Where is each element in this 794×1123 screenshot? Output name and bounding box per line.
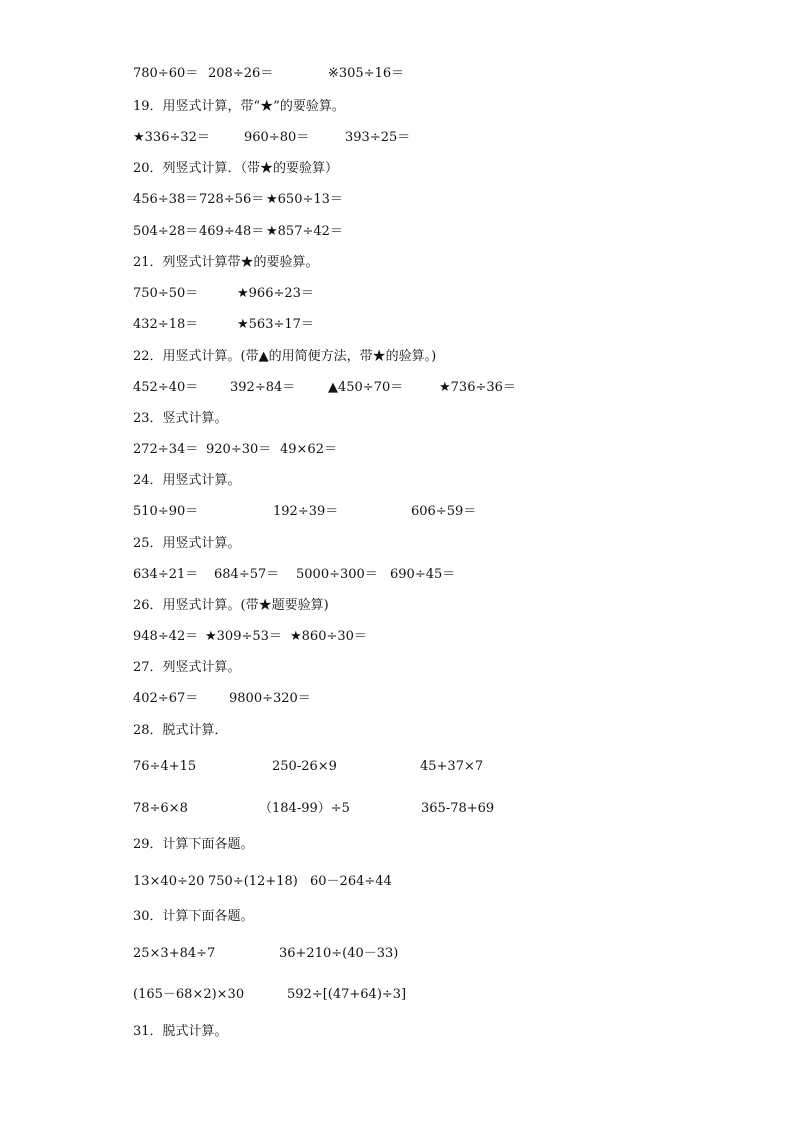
math-expression: 76÷4+15 <box>133 759 197 774</box>
expression-row <box>0 687 794 711</box>
math-expression: （184-99）÷5 <box>259 801 350 816</box>
question-heading-row <box>0 719 794 743</box>
math-expression: ※305÷16＝ <box>328 66 405 81</box>
math-expression: 750÷(12+18) <box>208 874 298 889</box>
question-heading: 30．计算下面各题。 <box>133 909 254 924</box>
math-expression: 948÷42＝ <box>133 629 199 644</box>
math-expression: 750÷50＝ <box>133 286 199 301</box>
question-heading-row <box>0 1020 794 1044</box>
math-expression: 49×62＝ <box>280 442 337 457</box>
expression-row <box>0 438 794 462</box>
math-expression: (165－68×2)×30 <box>133 987 245 1002</box>
expression-row <box>0 376 794 400</box>
question-heading-row <box>0 469 794 493</box>
expression-row <box>0 870 794 894</box>
math-expression: 456÷38＝ <box>133 192 199 207</box>
math-expression: 45+37×7 <box>420 759 484 774</box>
question-heading-row <box>0 532 794 556</box>
question-heading-row <box>0 157 794 181</box>
question-heading: 22．用竖式计算。(带▲的用简便方法，带★的验算。) <box>133 349 437 364</box>
question-heading: 25．用竖式计算。 <box>133 536 241 551</box>
math-expression: 393÷25＝ <box>345 130 411 145</box>
math-expression: 960÷80＝ <box>244 130 310 145</box>
math-expression: ▲450÷70＝ <box>328 380 404 395</box>
expression-row <box>0 563 794 587</box>
expression-row <box>0 188 794 212</box>
math-expression: 13×40÷20 <box>133 874 205 889</box>
math-expression: ★736÷36＝ <box>439 380 516 395</box>
question-heading-row <box>0 656 794 680</box>
question-heading: 23．竖式计算。 <box>133 411 228 426</box>
math-expression: 592÷[(47+64)÷3] <box>287 987 407 1002</box>
expression-row <box>0 282 794 306</box>
question-heading: 28．脱式计算． <box>133 723 228 738</box>
expression-row <box>0 500 794 524</box>
question-heading: 29．计算下面各题。 <box>133 837 254 852</box>
math-expression: 684÷57＝ <box>214 567 280 582</box>
expression-row <box>0 755 794 779</box>
math-expression: 728÷56＝ <box>199 192 265 207</box>
math-expression: 504÷28＝ <box>133 224 199 239</box>
question-heading-row <box>0 905 794 929</box>
question-heading: 24．用竖式计算。 <box>133 473 241 488</box>
math-expression: 510÷90＝ <box>133 504 199 519</box>
math-expression: 250-26×9 <box>272 759 337 774</box>
expression-row <box>0 313 794 337</box>
math-expression: 208÷26＝ <box>208 66 274 81</box>
math-expression: 780÷60＝ <box>133 66 199 81</box>
expression-row <box>0 983 794 1007</box>
math-expression: 36+210÷(40－33) <box>279 946 399 961</box>
question-heading: 31．脱式计算。 <box>133 1024 228 1039</box>
math-expression: 272÷34＝ <box>133 442 199 457</box>
math-expression: 469÷48＝ <box>199 224 265 239</box>
math-expression: 5000÷300＝ <box>296 567 378 582</box>
question-heading-row <box>0 251 794 275</box>
expression-row <box>0 625 794 649</box>
question-heading-row <box>0 345 794 369</box>
question-heading-row <box>0 594 794 618</box>
expression-row <box>0 62 794 86</box>
math-expression: 690÷45＝ <box>390 567 456 582</box>
expression-row <box>0 797 794 821</box>
math-expression: 392÷84＝ <box>230 380 296 395</box>
question-heading-row <box>0 833 794 857</box>
question-heading: 26．用竖式计算。(带★题要验算) <box>133 598 329 613</box>
math-expression: 78÷6×8 <box>133 801 188 816</box>
math-expression: 60－264÷44 <box>310 874 392 889</box>
expression-row <box>0 220 794 244</box>
math-expression: ★309÷53＝ <box>205 629 282 644</box>
question-heading: 20．列竖式计算．（带★的要验算） <box>133 161 339 176</box>
math-expression: 920÷30＝ <box>206 442 272 457</box>
math-expression: 402÷67＝ <box>133 691 199 706</box>
math-expression: ★650÷13＝ <box>266 192 343 207</box>
expression-row <box>0 126 794 150</box>
math-expression: 365-78+69 <box>421 801 495 816</box>
question-heading-row <box>0 95 794 119</box>
math-expression: 452÷40＝ <box>133 380 199 395</box>
question-heading-row <box>0 407 794 431</box>
math-expression: 606÷59＝ <box>411 504 477 519</box>
math-expression: ★336÷32＝ <box>133 130 210 145</box>
math-expression: ★860÷30＝ <box>290 629 367 644</box>
expression-row <box>0 942 794 966</box>
math-expression: ★966÷23＝ <box>237 286 314 301</box>
math-expression: 192÷39＝ <box>273 504 339 519</box>
math-expression: ★857÷42＝ <box>266 224 343 239</box>
math-expression: 9800÷320＝ <box>229 691 311 706</box>
question-heading: 27．列竖式计算。 <box>133 660 241 675</box>
math-expression: ★563÷17＝ <box>237 317 314 332</box>
math-expression: 432÷18＝ <box>133 317 199 332</box>
question-heading: 19．用竖式计算，带“★”的要验算。 <box>133 99 345 114</box>
math-expression: 634÷21＝ <box>133 567 199 582</box>
math-expression: 25×3+84÷7 <box>133 946 216 961</box>
question-heading: 21．列竖式计算带★的要验算。 <box>133 255 319 270</box>
